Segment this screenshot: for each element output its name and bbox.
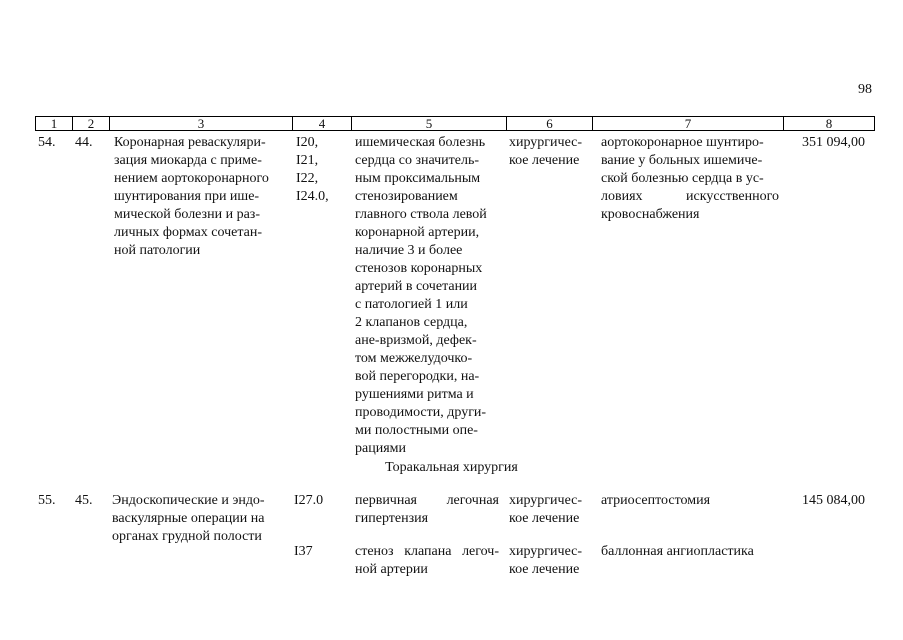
row-price: 145 084,00 [802, 493, 865, 508]
entry-treatment-type [509, 492, 582, 528]
entry-diagnosis-code: I27.0 [294, 493, 324, 508]
text-line: хирургичес- [509, 544, 583, 559]
text-line: коронарной артерии, [355, 225, 480, 240]
row-subnumber: 45. [75, 493, 93, 508]
text-line: ным проксимальным [355, 171, 481, 186]
entry-treatment-method: баллонная ангиопластика [601, 544, 754, 559]
col-7-header: 7 [684, 116, 692, 131]
text-line: ловиях искусственного [601, 189, 779, 204]
text-line: 2 клапанов сердца, [355, 315, 468, 330]
entry-patient-model [355, 543, 499, 579]
table-header [35, 116, 875, 131]
text-line: нением аортокоронарного [114, 171, 269, 186]
row-treatment-method [601, 134, 779, 224]
col-4-header: 4 [318, 116, 326, 131]
text-line: I20, [296, 135, 319, 150]
text-line: кое лечение [509, 153, 580, 168]
text-line: хирургичес- [509, 135, 583, 150]
text-line: кое лечение [509, 511, 580, 526]
text-line: вой перегородки, на- [355, 369, 480, 384]
text-line: васкулярные операции на [112, 511, 265, 526]
text-line: Эндоскопические и эндо- [112, 493, 265, 508]
entry-patient-model [355, 492, 499, 528]
text-line: хирургичес- [509, 493, 583, 508]
text-line: кое лечение [509, 562, 580, 577]
row-number: 54. [38, 135, 56, 150]
row-procedure-name [114, 134, 286, 260]
text-line: стенозированием [355, 189, 458, 204]
text-line: рациями [355, 441, 406, 456]
text-line: I21, [296, 153, 319, 168]
row-number: 55. [38, 493, 56, 508]
text-line: зация миокарда с приме- [114, 153, 262, 168]
text-line: артерий в сочетании [355, 279, 478, 294]
text-line: гипертензия [355, 511, 429, 526]
row-patient-model [355, 134, 499, 458]
entry-treatment-type [509, 543, 582, 579]
text-line: I22, [296, 171, 319, 186]
col-5-header: 5 [425, 116, 433, 131]
text-line: вание у больных ишемиче- [601, 153, 763, 168]
text-line: наличие 3 и более [355, 243, 463, 258]
text-line: I24.0, [296, 189, 329, 204]
entry-treatment-method: атриосептостомия [601, 493, 711, 508]
text-line: органах грудной полости [112, 529, 262, 544]
page-number: 98 [858, 82, 872, 97]
text-line: с патологией 1 или [355, 297, 468, 312]
text-line: главного ствола левой [355, 207, 487, 222]
text-line: ной артерии [355, 562, 428, 577]
col-2-header: 2 [87, 116, 95, 131]
text-line: ской болезнью сердца в ус- [601, 171, 764, 186]
text-line: ане-вризмой, дефек- [355, 333, 477, 348]
row-diagnosis-codes [296, 134, 329, 206]
col-3-header: 3 [197, 116, 205, 131]
section-title: Торакальная хирургия [385, 460, 518, 475]
row-treatment-type [509, 134, 582, 170]
text-line: мической болезни и раз- [114, 207, 260, 222]
col-6-header: 6 [546, 116, 553, 131]
text-line: стеноз клапана легоч- [355, 544, 499, 559]
text-line: том межжелудочко- [355, 351, 473, 366]
text-line: аортокоронарное шунтиро- [601, 135, 764, 150]
text-line: рушениями ритма и [355, 387, 474, 402]
text-line: шунтирования при ише- [114, 189, 260, 204]
text-line: стенозов коронарных [355, 261, 483, 276]
text-line: ишемическая болезнь [355, 135, 486, 150]
text-line: ной патологии [114, 243, 201, 258]
text-line: проводимости, други- [355, 405, 487, 420]
text-line: первичная легочная [355, 493, 499, 508]
entry-diagnosis-code: I37 [294, 544, 313, 559]
text-line: Коронарная реваскуляри- [114, 135, 266, 150]
text-line: кровоснабжения [601, 207, 700, 222]
row-subnumber: 44. [75, 135, 93, 150]
text-line: личных формах сочетан- [114, 225, 263, 240]
row-procedure-name [112, 492, 284, 546]
col-8-header: 8 [825, 116, 833, 131]
text-line: сердца со значитель- [355, 153, 480, 168]
text-line: ми полостными опе- [355, 423, 478, 438]
col-1-header: 1 [50, 116, 58, 131]
row-price: 351 094,00 [802, 135, 865, 150]
